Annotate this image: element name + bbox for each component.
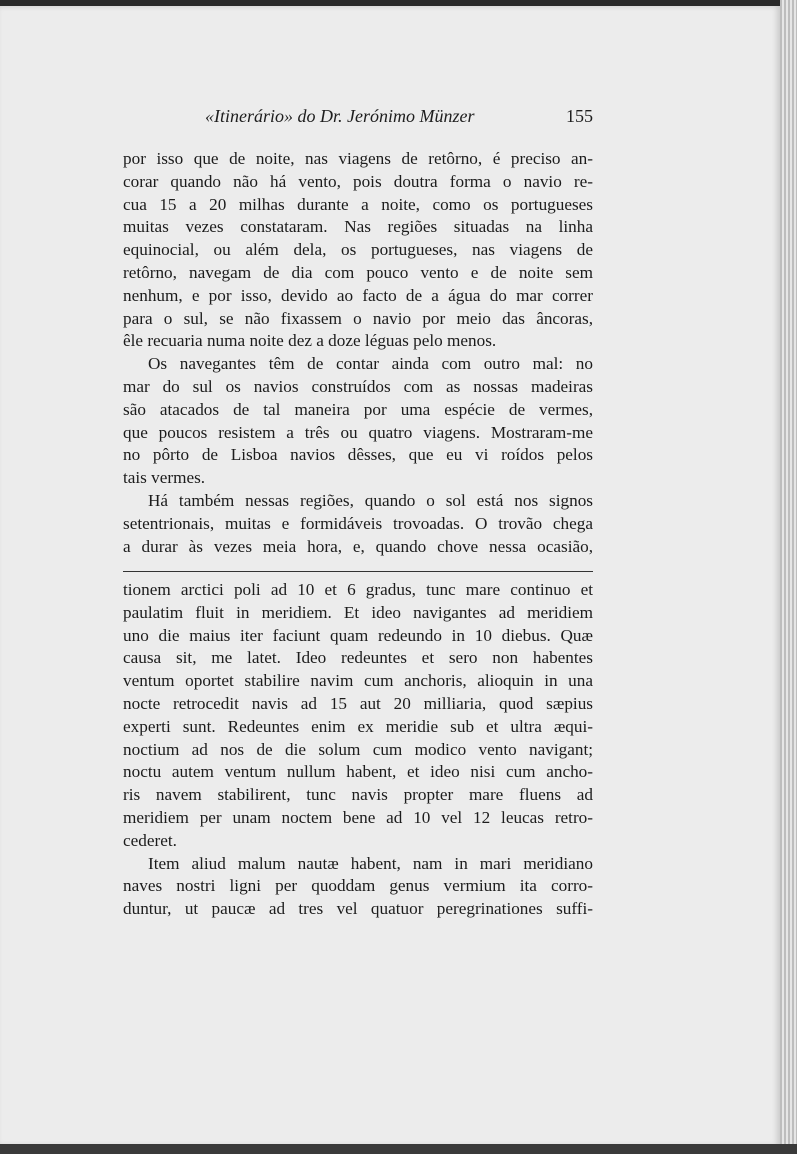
text-line: que poucos resistem a três ou quatro viagens. Mostraram-me bbox=[123, 422, 593, 442]
text-line: setentrionais, muitas e formidáveis trovoadas. O trovão chega bbox=[123, 513, 593, 533]
text-line: retôrno, navegam de dia com pouco vento e de noite sem bbox=[123, 262, 593, 282]
text-line: para o sul, se não fixassem o navio por meio das âncoras, bbox=[123, 308, 593, 328]
text-line: meridiem per unam noctem bene ad 10 vel 12 leucas retro- bbox=[123, 807, 593, 827]
text-line: nenhum, e por isso, devido ao facto de a água do mar correr bbox=[123, 285, 593, 305]
text-line: Os navegantes têm de contar ainda com outro mal: no bbox=[148, 354, 593, 374]
text-line: duntur, ut paucæ ad tres vel quatuor peregrinationes suffi- bbox=[123, 899, 593, 919]
page-edge-stack bbox=[780, 0, 797, 1154]
text-line: mar do sul os navios construídos com as nossas madeiras bbox=[123, 376, 593, 396]
text-line: nocte retrocedit navis ad 15 aut 20 milliaria, quod sæpius bbox=[123, 693, 593, 713]
text-line: êle recuaria numa noite dez a doze léguas pelo menos. bbox=[123, 331, 497, 351]
bottom-edge bbox=[0, 1144, 797, 1154]
text-line: naves nostri ligni per quoddam genus vermium ita corro- bbox=[123, 876, 593, 896]
text-line: cua 15 a 20 milhas durante a noite, como os portugueses bbox=[123, 194, 593, 214]
page-header bbox=[205, 106, 593, 130]
portuguese-translation bbox=[123, 148, 593, 558]
text-line: equinocial, ou além dela, os portugueses, nas viagens de bbox=[123, 240, 593, 260]
text-line: causa sit, me latet. Ideo redeuntes et sero non habentes bbox=[123, 648, 593, 668]
footnote-separator bbox=[123, 571, 593, 572]
text-line: ventum oportet stabilire navim cum anchoris, alioquin in una bbox=[123, 671, 593, 691]
running-title: «Itinerário» do Dr. Jerónimo Münzer bbox=[205, 106, 475, 126]
text-line: experti sunt. Redeuntes enim ex meridie sub et ultra æqui- bbox=[123, 716, 593, 736]
text-line: por isso que de noite, nas viagens de retôrno, é preciso an- bbox=[123, 149, 593, 168]
page-number: 155 bbox=[566, 106, 593, 126]
latin-original bbox=[123, 579, 593, 921]
text-line: cederet. bbox=[123, 830, 177, 850]
text-line: noctium ad nos de die solum cum modico vento navigant; bbox=[123, 739, 593, 759]
text-line: paulatim fluit in meridiem. Et ideo navigantes ad meridiem bbox=[123, 602, 593, 622]
text-line: tionem arctici poli ad 10 et 6 gradus, tunc mare continuo et bbox=[123, 580, 593, 599]
text-line: são atacados de tal maneira por uma espécie de vermes, bbox=[123, 399, 593, 419]
text-line: corar quando não há vento, pois doutra forma o navio re- bbox=[123, 171, 593, 191]
text-line: no pôrto de Lisboa navios dêsses, que eu vi roídos pelos bbox=[123, 445, 593, 465]
text-line: ris navem stabilirent, tunc navis propter mare fluens ad bbox=[123, 785, 593, 805]
text-line: noctu autem ventum nullum habent, et ideo nisi cum ancho- bbox=[123, 762, 593, 782]
text-line: Há também nessas regiões, quando o sol está nos signos bbox=[148, 490, 593, 510]
text-line: Item aliud malum nautæ habent, nam in mari meridiano bbox=[148, 853, 593, 873]
text-line: uno die maius iter faciunt quam redeundo in 10 diebus. Quæ bbox=[123, 625, 593, 645]
text-line: tais vermes. bbox=[123, 468, 206, 488]
text-line: muitas vezes constataram. Nas regiões situadas na linha bbox=[123, 217, 593, 237]
text-line: a durar às vezes meia hora, e, quando chove nessa ocasião, bbox=[123, 536, 593, 556]
